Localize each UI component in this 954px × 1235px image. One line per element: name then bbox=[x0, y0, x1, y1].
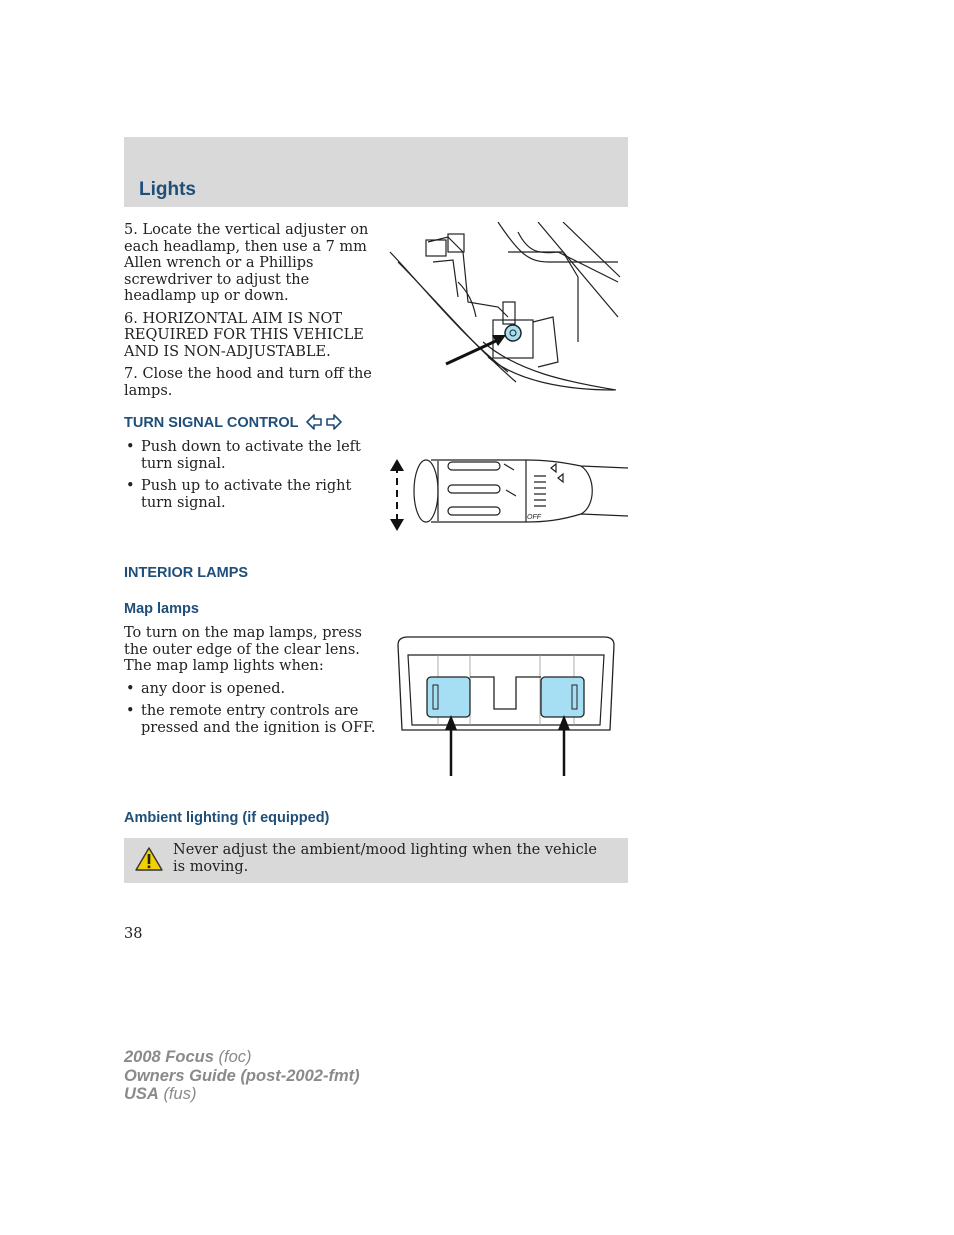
off-label: OFF bbox=[527, 514, 541, 521]
headlamp-steps bbox=[124, 222, 382, 405]
ambient-lighting-heading: Ambient lighting (if equipped) bbox=[124, 810, 330, 826]
footer bbox=[124, 1048, 360, 1104]
page-title: Lights bbox=[139, 179, 196, 200]
turn-signal-stalk-figure bbox=[386, 456, 628, 534]
step-7: 7. Close the hood and turn off the lamps. bbox=[124, 366, 372, 399]
map-lamps-text bbox=[124, 625, 382, 742]
warning-box bbox=[124, 838, 628, 883]
map-lamp-figure bbox=[396, 635, 616, 777]
page-number: 38 bbox=[124, 926, 143, 942]
step-6: 6. HORIZONTAL AIM IS NOT REQUIRED FOR THIS VEHICLE AND IS NON-ADJUSTABLE. bbox=[124, 310, 364, 360]
map-lamps-intro: To turn on the map lamps, press the outer edge of the clear lens. The map lamp lights when: bbox=[124, 625, 362, 674]
headlamp-adjuster-figure bbox=[388, 222, 628, 394]
list-item: • Push up to activate the right turn signal. bbox=[124, 478, 382, 511]
turn-signal-list bbox=[124, 439, 382, 517]
footer-line-1: 2008 Focus (foc) bbox=[124, 1048, 252, 1066]
list-item: • any door is opened. bbox=[124, 681, 382, 698]
map-lamps-heading: Map lamps bbox=[124, 601, 199, 617]
footer-line-2: Owners Guide (post-2002-fmt) bbox=[124, 1066, 360, 1085]
warning-text: Never adjust the ambient/mood lighting when the vehicle is moving. bbox=[173, 842, 597, 875]
turn-signal-arrows-icon bbox=[306, 414, 342, 430]
interior-lamps-heading: INTERIOR LAMPS bbox=[124, 565, 249, 581]
list-item: • the remote entry controls are pressed and the ignition is OFF. bbox=[124, 703, 382, 736]
adjuster-screw bbox=[505, 325, 521, 341]
step-5: 5. Locate the vertical adjuster on each headlamp, then use a 7 mm Allen wrench or a Phillips screwdriver to adjust the headlamp up or down. bbox=[124, 222, 369, 304]
warning-triangle-icon bbox=[135, 846, 163, 872]
right-map-lens bbox=[541, 677, 584, 717]
list-item: • Push down to activate the left turn signal. bbox=[124, 439, 382, 472]
header-band bbox=[124, 137, 628, 207]
footer-line-3: USA (fus) bbox=[124, 1085, 197, 1103]
turn-signal-heading: TURN SIGNAL CONTROL bbox=[124, 414, 342, 431]
